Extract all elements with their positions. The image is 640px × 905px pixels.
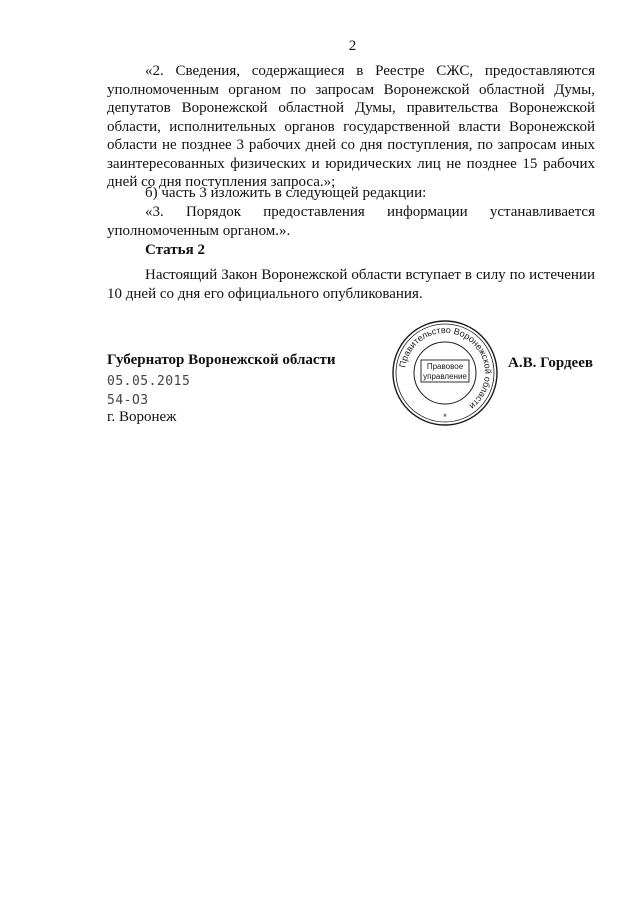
seal-star: * bbox=[443, 412, 447, 422]
seal-ring-text: Правительство Воронежской области bbox=[397, 324, 494, 412]
seal-inner-line1: Правовое bbox=[426, 362, 464, 371]
paragraph-registry-info: «2. Сведения, содержащиеся в Реестре СЖС, предоставляются уполномоченным органом по запросам Воронежской областной Думы, депутатов Воронежской областной Думы, правительства Воронежской области, исполнительных органов государственной власти Воронежской области не позднее 3 рабочих дней со дня поступления, по запросам иных заинтересованных физических и юридических лиц не позднее 15 рабочих дней со дня поступления запроса.»; bbox=[107, 63, 595, 190]
paragraph-procedure: «3. Порядок предоставления информации устанавливается уполномоченным органом.». bbox=[107, 204, 595, 239]
page-number: 2 bbox=[348, 38, 357, 54]
paragraph-effective-date: Настоящий Закон Воронежской области вступает в силу по истечении 10 дней со дня его официального опубликования. bbox=[107, 267, 595, 302]
governor-title: Губернатор Воронежской области bbox=[107, 352, 336, 368]
law-date: 05.05.2015 bbox=[107, 374, 191, 389]
article-heading: Статья 2 bbox=[145, 242, 205, 258]
paragraph-part3-amendment: б) часть 3 изложить в следующей редакции: bbox=[145, 185, 427, 201]
city: г. Воронеж bbox=[107, 409, 177, 425]
law-number: 54-ОЗ bbox=[107, 393, 149, 408]
official-seal bbox=[390, 318, 500, 428]
seal-inner-line2: управление bbox=[423, 372, 467, 381]
signatory-name: А.В. Гордеев bbox=[508, 355, 593, 371]
